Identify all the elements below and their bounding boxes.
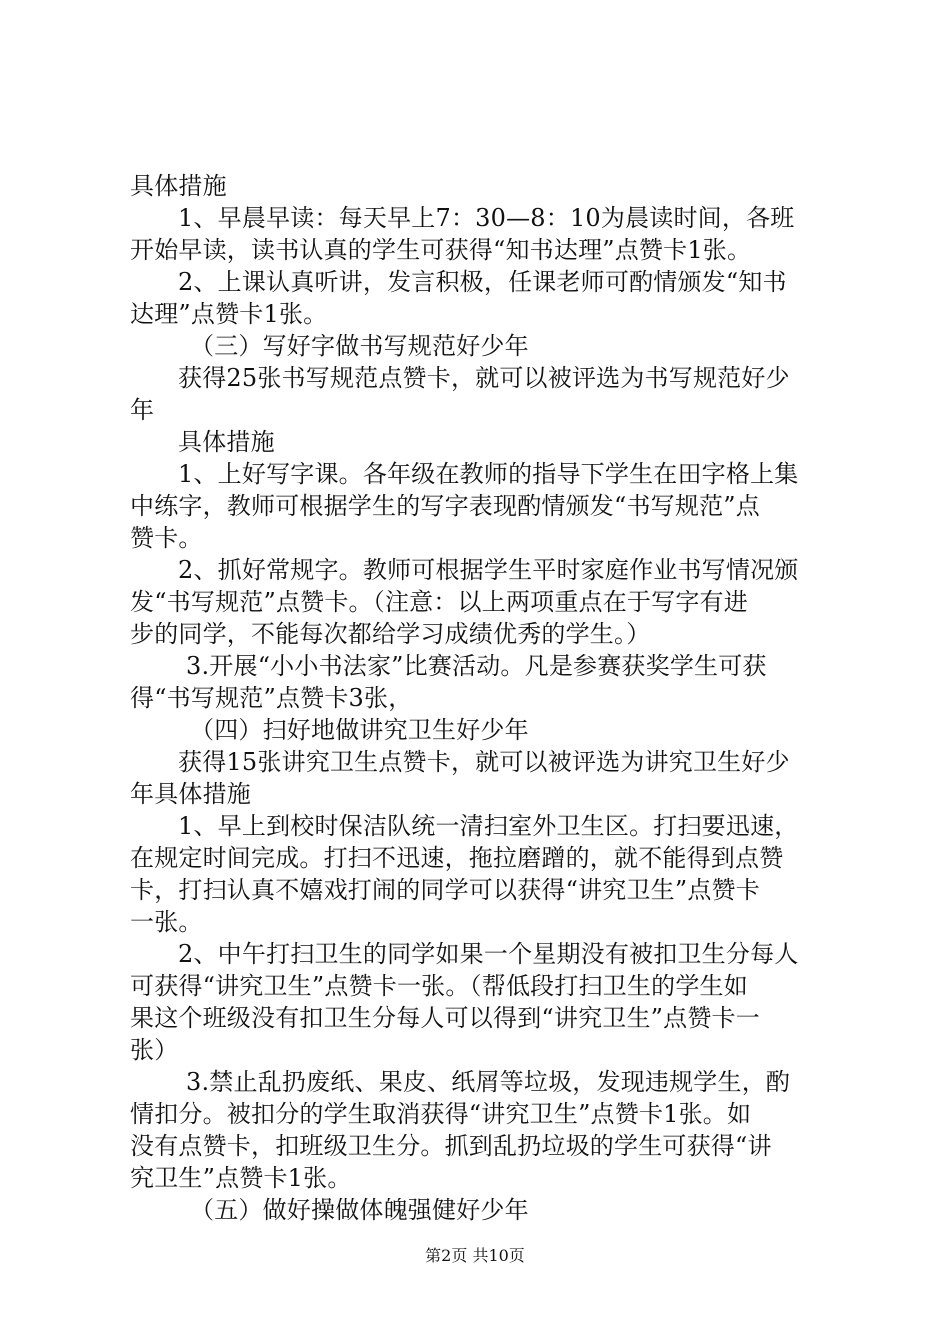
text-line: 3.开展“小小书法家”比赛活动。凡是参赛获奖学生可获 — [186, 652, 767, 680]
text-line: 3.禁止乱扔废纸、果皮、纸屑等垃圾，发现违规学生，酌 — [186, 1068, 791, 1096]
text-line: 获得25张书写规范点赞卡，就可以被评选为书写规范好少 — [178, 364, 790, 392]
text-line: 可获得“讲究卫生”点赞卡一张。（帮低段打扫卫生的学生如 — [130, 972, 748, 1000]
text-line: 张） — [130, 1036, 179, 1064]
text-line: 1、上好写字课。各年级在教师的指导下学生在田字格上集 — [178, 460, 799, 488]
text-line: 开始早读，读书认真的学生可获得“知书达理”点赞卡1张。 — [130, 236, 752, 264]
text-line: 1、早上到校时保洁队统一清扫室外卫生区。打扫要迅速， — [178, 812, 799, 840]
text-line: 得“书写规范”点赞卡3张， — [130, 684, 413, 712]
text-line: 发“书写规范”点赞卡。（注意：以上两项重点在于写字有进 — [130, 588, 748, 616]
text-line: 年具体措施 — [130, 780, 251, 808]
text-line: 步的同学，不能每次都给学习成绩优秀的学生。） — [130, 620, 651, 648]
text-line: 年 — [130, 396, 155, 424]
text-line: 具体措施 — [130, 172, 227, 200]
text-line: 达理”点赞卡1张。 — [130, 300, 328, 328]
page-footer — [0, 1246, 950, 1266]
text-line: 2、中午打扫卫生的同学如果一个星期没有被扣卫生分每人 — [178, 940, 799, 968]
text-line: 情扣分。被扣分的学生取消获得“讲究卫生”点赞卡1张。如 — [130, 1100, 752, 1128]
page-number: 第2页 共10页 — [425, 1246, 525, 1265]
text-line: 赞卡。 — [130, 524, 203, 552]
text-line: 具体措施 — [178, 428, 275, 456]
text-line: 一张。 — [130, 908, 203, 936]
text-line: 果这个班级没有扣卫生分每人可以得到“讲究卫生”点赞卡一 — [130, 1004, 760, 1032]
text-line: 获得15张讲究卫生点赞卡，就可以被评选为讲究卫生好少 — [178, 748, 790, 776]
text-line: 1、早晨早读：每天早上7：30—8：10为晨读时间，各班 — [178, 204, 795, 232]
text-line: 究卫生”点赞卡1张。 — [130, 1164, 352, 1192]
text-line: 在规定时间完成。打扫不迅速，拖拉磨蹭的，就不能得到点赞 — [130, 844, 784, 872]
section-heading: （五）做好操做体魄强健好少年 — [190, 1196, 529, 1224]
section-heading: （四）扫好地做讲究卫生好少年 — [190, 716, 529, 744]
document-body — [130, 170, 830, 1226]
text-line: 没有点赞卡，扣班级卫生分。抓到乱扔垃圾的学生可获得“讲 — [130, 1132, 772, 1160]
section-heading: （三）写好字做书写规范好少年 — [190, 332, 529, 360]
text-line: 卡，打扫认真不嬉戏打闹的同学可以获得“讲究卫生”点赞卡 — [130, 876, 760, 904]
text-line: 中练字，教师可根据学生的写字表现酌情颁发“书写规范”点 — [130, 492, 760, 520]
text-line: 2、上课认真听讲，发言积极，任课老师可酌情颁发“知书 — [178, 268, 787, 296]
text-line: 2、抓好常规字。教师可根据学生平时家庭作业书写情况颁 — [178, 556, 799, 584]
